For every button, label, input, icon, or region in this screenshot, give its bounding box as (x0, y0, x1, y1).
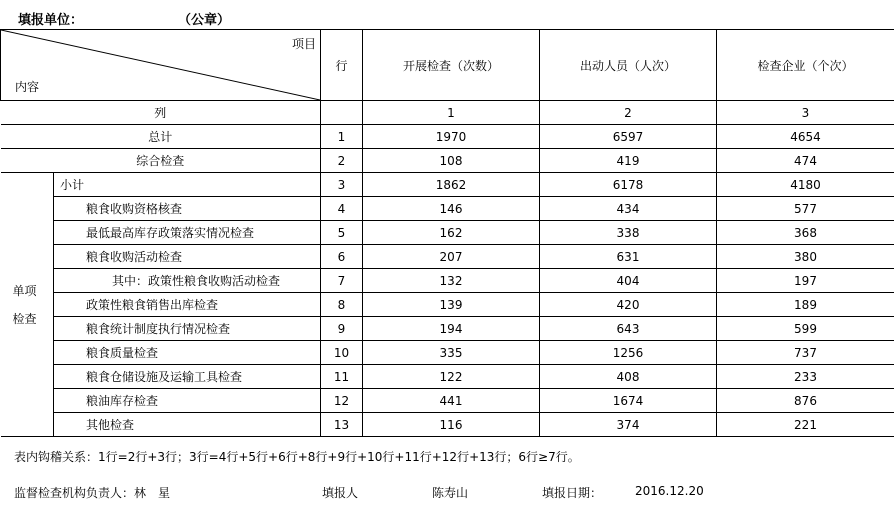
group-label-line1: 单项 (12, 283, 37, 298)
value-enterprises: 189 (717, 293, 894, 317)
value-inspections: 146 (363, 197, 540, 221)
table-row (1, 389, 894, 413)
table-row (1, 125, 894, 149)
row-number: 4 (321, 197, 363, 221)
row-number-header: 行 (321, 30, 363, 101)
row-name: 粮食收购资格核查 (54, 197, 321, 221)
value-inspections: 108 (363, 149, 540, 173)
value-personnel: 419 (540, 149, 717, 173)
date-value: 2016.12.20 (635, 484, 704, 498)
value-enterprises: 197 (717, 269, 894, 293)
value-inspections: 335 (363, 341, 540, 365)
row-name: 粮食收购活动检查 (54, 245, 321, 269)
value-personnel: 6178 (540, 173, 717, 197)
column-index-blank (321, 101, 363, 125)
filler-label: 填报人 (322, 486, 359, 500)
value-personnel: 643 (540, 317, 717, 341)
value-enterprises: 474 (717, 149, 894, 173)
value-enterprises: 4654 (717, 125, 894, 149)
value-personnel: 1256 (540, 341, 717, 365)
row-number: 8 (321, 293, 363, 317)
table-row (1, 149, 894, 173)
value-personnel: 6597 (540, 125, 717, 149)
col-inspections-header: 开展检查（次数） (363, 30, 540, 101)
relation-note: 表内钩稽关系：1行=2行+3行；3行=4行+5行+6行+8行+9行+10行+11行+12行+13行；6行≥7行。 (14, 450, 580, 464)
value-inspections: 441 (363, 389, 540, 413)
inspection-report-table (0, 29, 894, 437)
value-enterprises: 233 (717, 365, 894, 389)
table-row (1, 317, 894, 341)
table-row (1, 269, 894, 293)
col-personnel-header: 出动人员（人次） (540, 30, 717, 101)
value-personnel: 408 (540, 365, 717, 389)
value-inspections: 116 (363, 413, 540, 437)
value-enterprises: 876 (717, 389, 894, 413)
value-enterprises: 4180 (717, 173, 894, 197)
row-name: 粮食仓储设施及运输工具检查 (54, 365, 321, 389)
table-row (1, 365, 894, 389)
reporting-unit-label: 填报单位： (18, 13, 84, 28)
column-index-label: 列 (1, 101, 321, 125)
column-index-row (1, 101, 894, 125)
value-personnel: 420 (540, 293, 717, 317)
row-number: 9 (321, 317, 363, 341)
row-number: 2 (321, 149, 363, 173)
value-personnel: 338 (540, 221, 717, 245)
row-name: 粮食质量检查 (54, 341, 321, 365)
value-enterprises: 577 (717, 197, 894, 221)
item-header-label: 项目 (291, 37, 316, 51)
value-inspections: 139 (363, 293, 540, 317)
content-header-label: 内容 (15, 80, 40, 94)
value-personnel: 374 (540, 413, 717, 437)
single-item-inspection-group (1, 173, 54, 437)
value-inspections: 194 (363, 317, 540, 341)
table-row (1, 341, 894, 365)
filler-name: 陈寿山 (432, 486, 469, 500)
table-row (1, 173, 894, 197)
group-label-line2: 检查 (12, 311, 37, 326)
column-index-3: 3 (717, 101, 894, 125)
value-personnel: 404 (540, 269, 717, 293)
table-row (1, 293, 894, 317)
row-number: 12 (321, 389, 363, 413)
supervisor-label: 监督检查机构负责人：林 星 (14, 486, 171, 500)
value-inspections: 1970 (363, 125, 540, 149)
row-number: 11 (321, 365, 363, 389)
value-personnel: 434 (540, 197, 717, 221)
value-inspections: 1862 (363, 173, 540, 197)
date-label: 填报日期： (542, 486, 603, 500)
row-name: 综合检查 (1, 149, 321, 173)
value-inspections: 162 (363, 221, 540, 245)
row-number: 7 (321, 269, 363, 293)
row-name: 小计 (54, 173, 321, 197)
value-enterprises: 599 (717, 317, 894, 341)
signature-line (14, 484, 884, 500)
row-number: 1 (321, 125, 363, 149)
value-inspections: 207 (363, 245, 540, 269)
row-number: 13 (321, 413, 363, 437)
row-number: 5 (321, 221, 363, 245)
row-name: 最低最高库存政策落实情况检查 (54, 221, 321, 245)
row-name: 粮油库存检查 (54, 389, 321, 413)
table-row (1, 413, 894, 437)
column-index-2: 2 (540, 101, 717, 125)
diagonal-line (1, 30, 320, 100)
value-personnel: 631 (540, 245, 717, 269)
diagonal-header-cell (1, 30, 321, 101)
value-enterprises: 380 (717, 245, 894, 269)
col-enterprises-header: 检查企业（个次） (717, 30, 894, 101)
value-enterprises: 737 (717, 341, 894, 365)
row-name: 其他检查 (54, 413, 321, 437)
row-name: 粮食统计制度执行情况检查 (54, 317, 321, 341)
seal-label: （公章） (178, 13, 231, 28)
table-header-row (1, 30, 894, 101)
reporting-unit-line (18, 9, 231, 28)
row-number: 10 (321, 341, 363, 365)
row-name: 其中：政策性粮食收购活动检查 (54, 269, 321, 293)
column-index-1: 1 (363, 101, 540, 125)
table-row (1, 221, 894, 245)
table-row (1, 245, 894, 269)
row-name: 政策性粮食销售出库检查 (54, 293, 321, 317)
row-number: 6 (321, 245, 363, 269)
table-row (1, 197, 894, 221)
row-number: 3 (321, 173, 363, 197)
value-enterprises: 368 (717, 221, 894, 245)
value-inspections: 132 (363, 269, 540, 293)
value-enterprises: 221 (717, 413, 894, 437)
row-name: 总计 (1, 125, 321, 149)
value-inspections: 122 (363, 365, 540, 389)
value-personnel: 1674 (540, 389, 717, 413)
